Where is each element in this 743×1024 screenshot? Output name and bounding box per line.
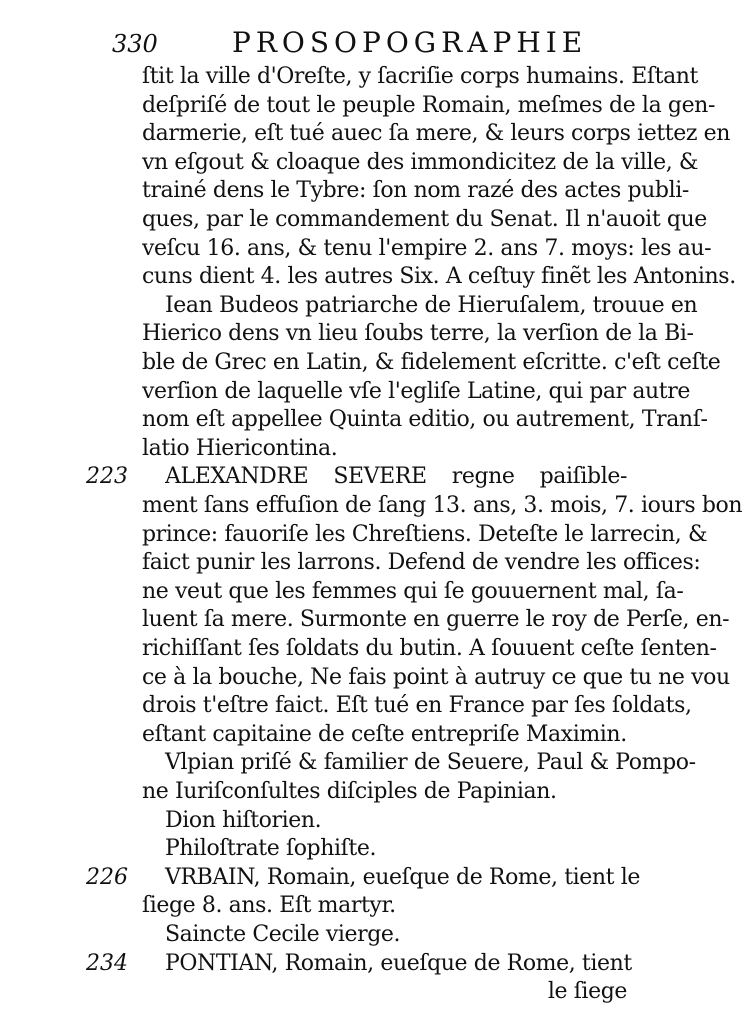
text-line: Hierico dens vn lieu ſoubs terre, la verſion de la Bi- [142,321,694,347]
text-line: darmerie, eſt tué auec ſa mere, & leurs corps iettez en [142,121,731,147]
text-line: ALEXANDRE SEVERE regne paiſible- [165,464,627,490]
text-line: cuns dient 4. les autres Six. A ceſtuy finẽt les Antonins. [142,264,736,290]
text-line: drois t'eſtre faict. Eſt tué en France par ſes ſoldats, [142,693,692,719]
text-line: Vlpian priſé & familier de Seuere, Paul & Pompo- [165,750,696,776]
text-line: ment ſans effuſion de ſang 13. ans, 3. mois, 7. iours bon [142,493,743,518]
text-line: trainé dens le Tybre: ſon nom razé des actes publi- [142,178,689,204]
text-line: luent ſa mere. Surmonte en guerre le roy de Perſe, en- [142,607,730,633]
text-line: ne Iuriſconſultes diſciples de Papinian. [142,779,557,804]
margin-year: 234 [86,950,128,976]
text-line: ſtit la ville d'Oreſte, y ſacriſie corps humains. Eſtant [142,64,699,89]
text-line: Dion hiſtorien. [165,807,322,833]
text-line: ce à la bouche, Ne fais point à autruy ce que tu ne vou [142,664,730,690]
text-line: latio Hiericontina. [142,435,338,461]
text-line: eſtant capitaine de ceſte entrepriſe Maximin. [142,721,627,747]
text-line: ble de Grec en Latin, & fidelement eſcritte. c'eſt ceſte [142,350,721,375]
text-line: Saincte Cecile vierge. [165,922,401,947]
text-line: vn eſgout & cloaque des immondicitez de la ville, & [142,149,699,175]
page-number: 330 [112,30,158,58]
text-line: richiſſant ſes ſoldats du butin. A ſouuent ceſte ſenten- [142,636,717,661]
text-line: faict punir les larrons. Defend de vendre les offices: [142,550,701,576]
text-line: ſiege 8. ans. Eſt martyr. [142,893,396,919]
text-line: le ſiege [547,979,627,1005]
text-line: verſion de laquelle vſe l'egliſe Latine, qui par autre [142,378,690,404]
text-line: nom eſt appellee Quinta editio, ou autrement, Tranſ- [142,407,708,433]
text-line: VRBAIN, Romain, eueſque de Rome, tient le [165,864,640,890]
margin-year: 226 [86,864,128,890]
text-line: ques, par le commandement du Senat. Il n'auoit que [142,207,707,232]
running-head: PROSOPOGRAPHIE [232,26,588,59]
text-line: deſpriſé de tout le peuple Romain, meſmes de la gen- [142,92,715,118]
text-line: PONTIAN, Romain, eueſque de Rome, tient [165,950,632,976]
margin-year: 223 [86,464,128,490]
text-line: ne veut que les femmes qui ſe gouuernent mal, ſa- [142,578,684,604]
text-line: prince: fauoriſe les Chreſtiens. Deteſte le larrecin, & [142,521,708,547]
text-line: Philoſtrate ſophiſte. [165,836,377,862]
text-line: Iean Budeos patriarche de Hieruſalem, trouue en [165,292,698,318]
text-line: veſcu 16. ans, & tenu l'empire 2. ans 7. moys: les au- [142,235,712,261]
